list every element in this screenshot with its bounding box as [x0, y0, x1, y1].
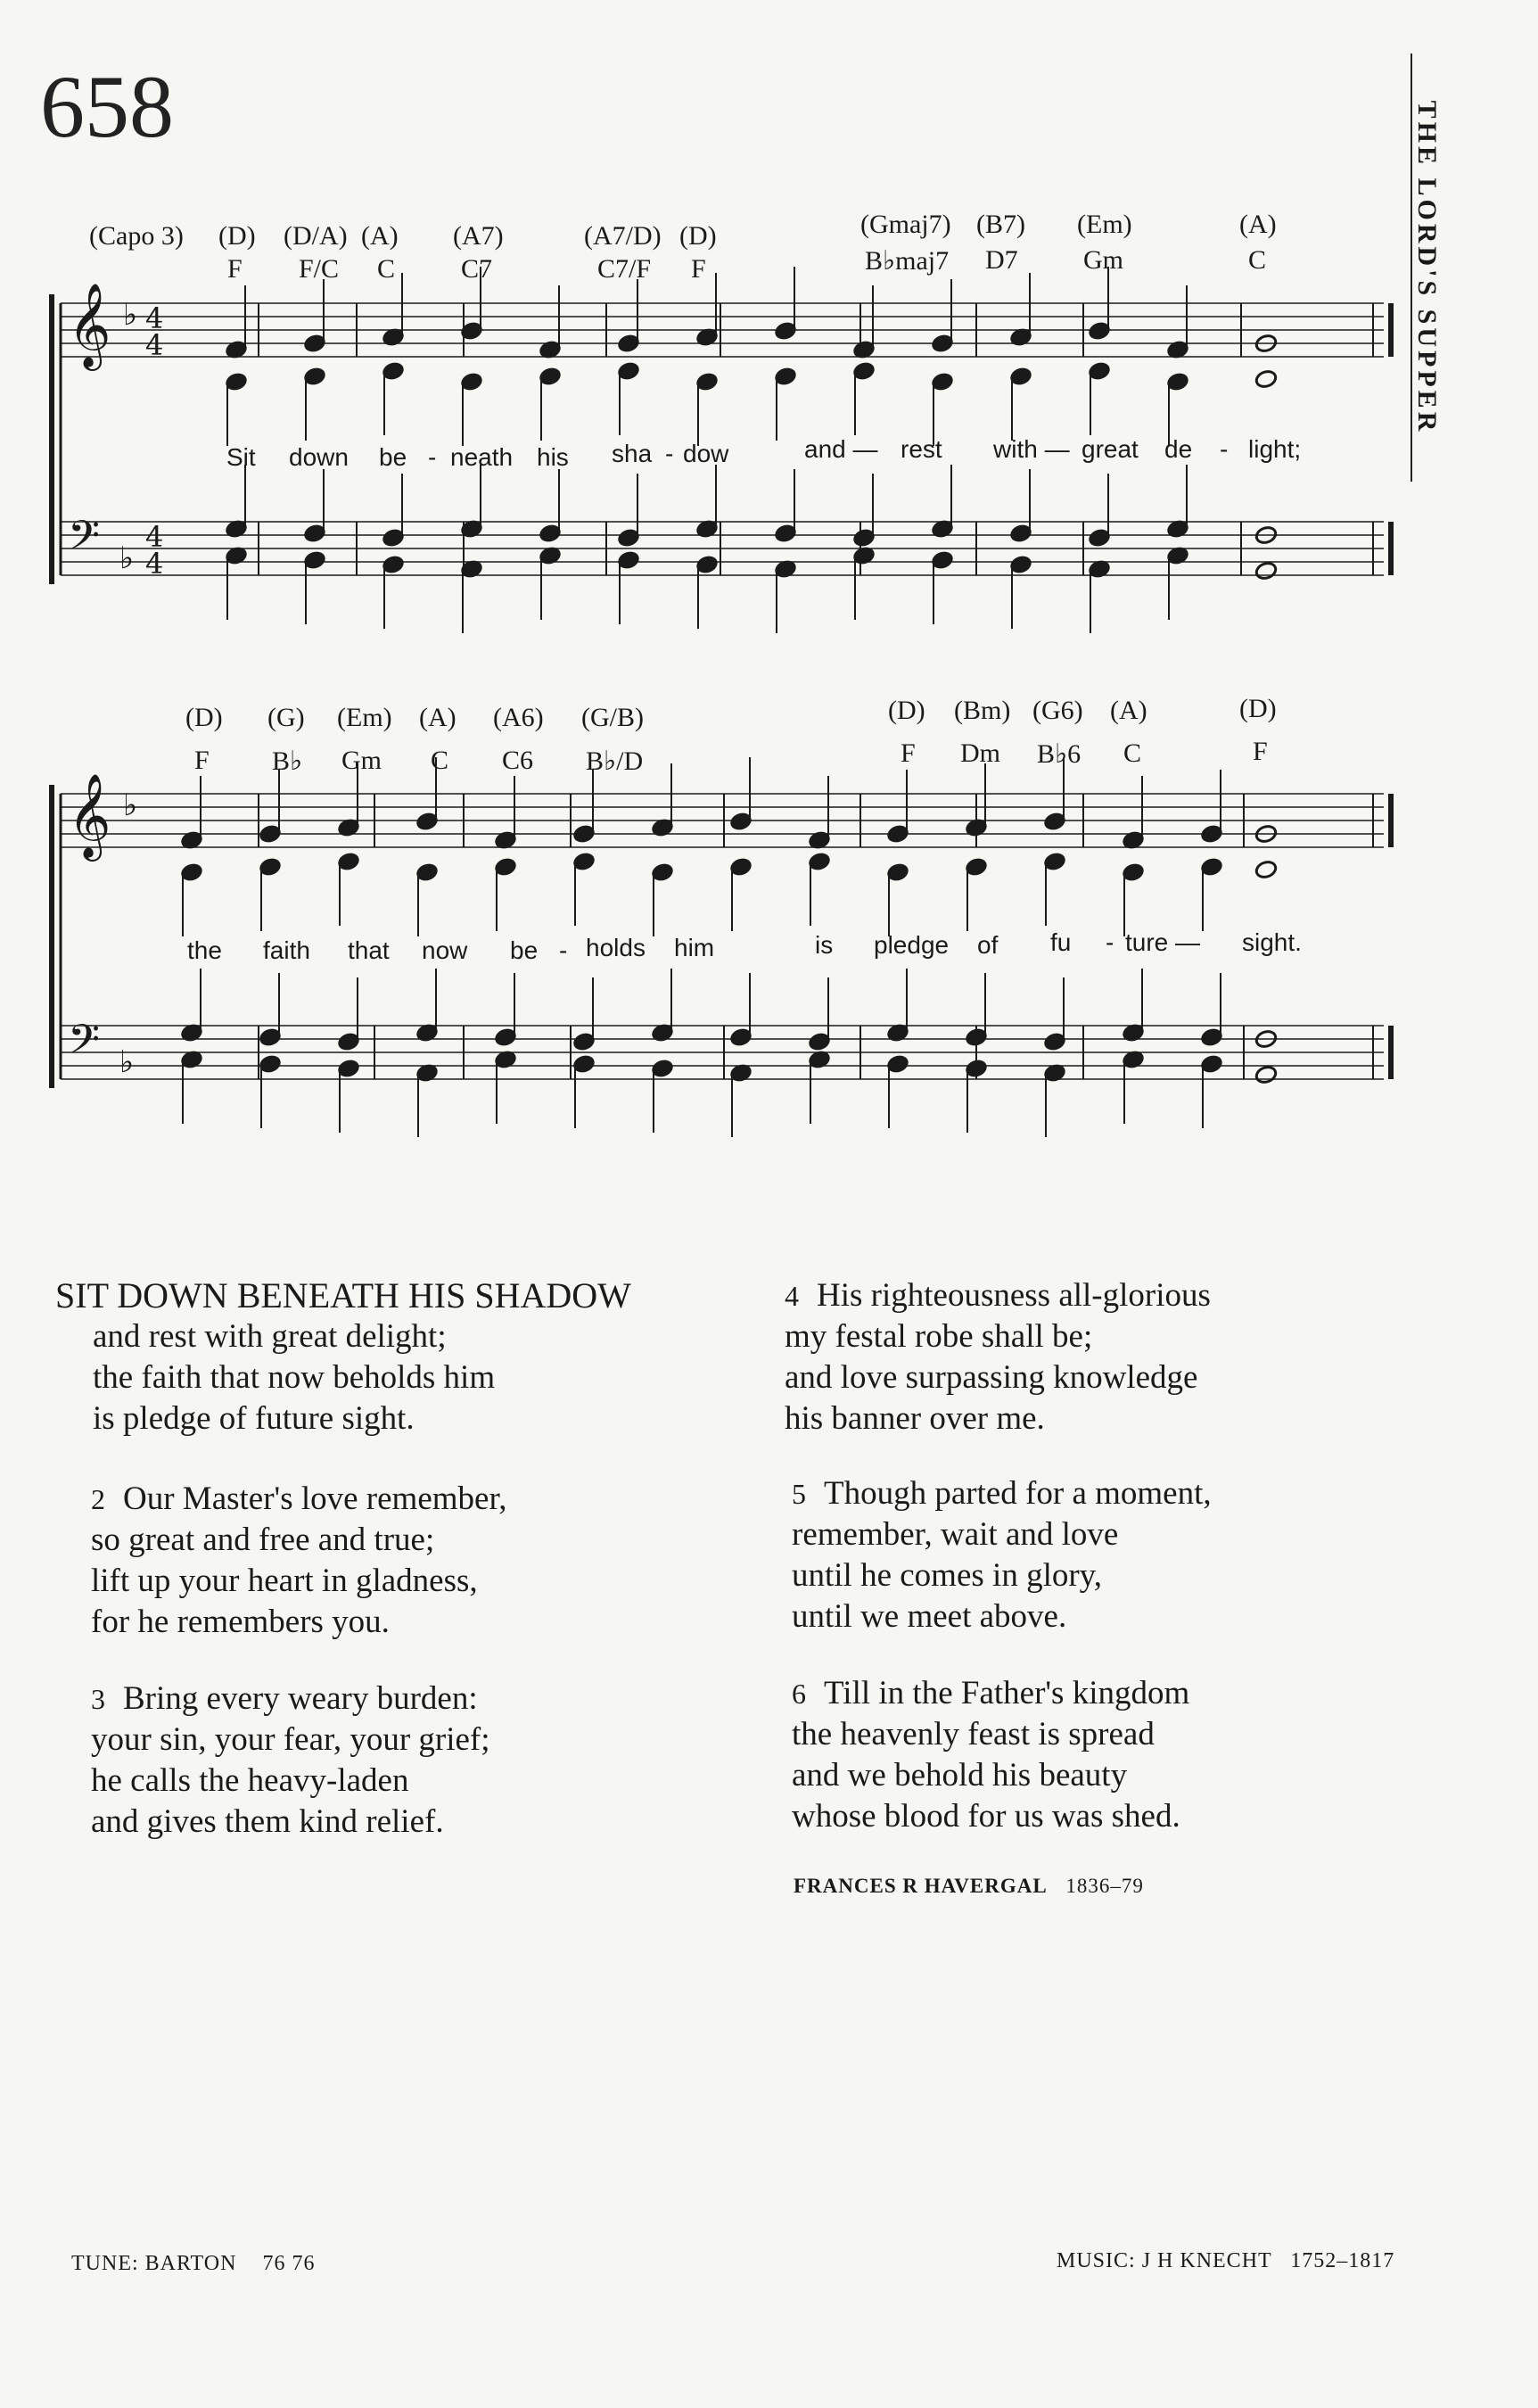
lyric-syllable: the — [187, 936, 222, 964]
half-note-head — [1254, 1065, 1278, 1085]
half-note-head — [1254, 860, 1278, 880]
author-credit — [794, 1875, 1144, 1898]
verse-line: your sin, your fear, your grief; — [91, 1721, 490, 1758]
verse-1 — [55, 1275, 631, 1439]
chord: C — [1123, 738, 1142, 768]
time-sig: 4 — [145, 328, 164, 362]
verse-line: until we meet above. — [792, 1598, 1067, 1635]
verse-2 — [91, 1479, 507, 1643]
capo-chord: (A) — [1239, 210, 1277, 239]
tune-meter: 76 76 — [262, 2252, 316, 2275]
lyric-syllable: be — [510, 936, 539, 964]
verse-5 — [792, 1473, 1212, 1637]
verse-line: Our Master's love remember, — [123, 1480, 507, 1517]
chord: C — [1248, 245, 1267, 275]
capo-chord: (Em) — [1077, 210, 1132, 239]
capo-chord: (D) — [185, 703, 223, 732]
lyric-syllable: sight. — [1242, 928, 1302, 956]
key-flat: ♭ — [119, 1044, 135, 1080]
verse-6 — [792, 1673, 1189, 1837]
treble-clef: 𝄞 — [68, 283, 111, 367]
chord: B♭ — [272, 746, 303, 776]
key-flat: ♭ — [123, 788, 138, 823]
verse-line: Till in the Father's kingdom — [824, 1675, 1190, 1711]
time-sig: 4 — [145, 520, 164, 554]
verse-line: remember, wait and love — [792, 1516, 1119, 1553]
verse-line: and gives them kind relief. — [91, 1803, 444, 1840]
lyric-syllable: dow — [683, 440, 729, 467]
lyric-syllable: Sit — [226, 443, 256, 471]
author-name: FRANCES R HAVERGAL — [794, 1875, 1048, 1897]
tune-label: TUNE: BARTON — [71, 2252, 237, 2275]
lyric-syllable: - — [559, 936, 568, 964]
lyric-syllable: is — [815, 931, 834, 959]
chord: F — [194, 746, 210, 775]
chord: C6 — [502, 746, 534, 775]
lyric-syllable: now — [422, 936, 468, 964]
verse-line: Bring every weary burden: — [123, 1680, 478, 1717]
lyric-syllable: be — [379, 443, 407, 471]
capo-label: (Capo 3) — [89, 221, 184, 251]
chord: Dm — [960, 738, 1000, 768]
chord: C7/F — [597, 254, 652, 284]
capo-chord: (D) — [1239, 694, 1277, 723]
lyric-syllable: - — [1106, 928, 1114, 956]
section-title-text: THE LORD'S SUPPER — [1412, 100, 1442, 435]
verse-number: 5 — [792, 1478, 806, 1510]
key-flat: ♭ — [123, 297, 138, 333]
verse-line: the faith that now beholds him — [93, 1359, 496, 1396]
lyric-syllable: faith — [263, 936, 310, 964]
chord: F — [227, 254, 243, 284]
verse-4 — [785, 1275, 1211, 1439]
chord: F — [901, 738, 916, 768]
half-note-head — [1254, 369, 1278, 390]
chord: B♭/D — [586, 746, 644, 776]
capo-chord: (A7/D) — [584, 221, 662, 251]
verse-number: 4 — [785, 1280, 799, 1312]
lyric-syllable: down — [289, 443, 349, 471]
lyric-syllable: neath — [450, 443, 514, 471]
chord: D7 — [985, 245, 1018, 275]
capo-chord: (D) — [679, 221, 717, 251]
verse-line: and rest with great delight; — [93, 1318, 447, 1355]
capo-chord: (A6) — [493, 703, 544, 732]
chord: F — [1253, 737, 1268, 766]
verse-line: he calls the heavy-laden — [91, 1762, 409, 1799]
verse-line: the heavenly feast is spread — [792, 1716, 1155, 1752]
verse-line: and love surpassing knowledge — [785, 1359, 1198, 1396]
bass-clef: 𝄢 — [68, 1016, 101, 1074]
chord: Gm — [1083, 245, 1123, 275]
lyric-syllable: and — — [804, 435, 878, 463]
bass-clef: 𝄢 — [68, 512, 101, 570]
chord: C — [377, 254, 396, 284]
capo-chord: (Em) — [337, 703, 392, 732]
capo-chord: (B7) — [976, 210, 1025, 239]
verse-line: and we behold his beauty — [792, 1757, 1128, 1794]
lyric-syllable: great — [1082, 435, 1139, 463]
chord: F — [691, 254, 706, 284]
verse-title: SIT DOWN BENEATH HIS SHADOW — [55, 1275, 631, 1315]
verse-line: his banner over me. — [785, 1400, 1045, 1437]
verse-line: is pledge of future sight. — [93, 1400, 415, 1437]
lyric-syllable: rest — [901, 435, 942, 463]
lyric-syllable: his — [537, 443, 569, 471]
verse-number: 6 — [792, 1678, 806, 1710]
lyric-syllable: pledge — [874, 931, 950, 959]
verse-line: Though parted for a moment, — [824, 1475, 1212, 1512]
lyric-syllable: with — — [993, 435, 1070, 463]
time-sig: 4 — [145, 547, 164, 581]
capo-chord: (A) — [1110, 696, 1147, 725]
lyric-syllable: de — [1164, 435, 1193, 463]
verse-line: until he comes in glory, — [792, 1557, 1103, 1594]
verse-3 — [91, 1678, 490, 1843]
author-dates: 1836–79 — [1065, 1875, 1144, 1897]
time-sig: 4 — [145, 301, 164, 335]
half-note-head — [1254, 561, 1278, 581]
verse-line: whose blood for us was shed. — [792, 1798, 1180, 1835]
capo-chord: (D) — [888, 696, 925, 725]
capo-chord: (G6) — [1032, 696, 1083, 725]
capo-chord: (A) — [361, 221, 399, 251]
lyric-syllable: - — [428, 443, 437, 471]
chord: B♭6 — [1037, 739, 1082, 769]
treble-clef: 𝄞 — [68, 773, 111, 858]
music-credit-label: MUSIC: J H KNECHT — [1057, 2249, 1272, 2272]
lyric-syllable: ture — — [1125, 928, 1201, 956]
verse-line: my festal robe shall be; — [785, 1318, 1093, 1355]
chord: B♭maj7 — [865, 246, 950, 276]
capo-chord: (G/B) — [581, 703, 644, 732]
tune-credit — [71, 2252, 315, 2276]
capo-chord: (A) — [419, 703, 456, 732]
verse-line: lift up your heart in gladness, — [91, 1563, 478, 1599]
verse-line: for he remembers you. — [91, 1604, 390, 1640]
hymn-number: 658 — [40, 57, 174, 156]
lyric-syllable: - — [665, 440, 674, 467]
capo-chord: (D/A) — [284, 221, 348, 251]
verse-number: 2 — [91, 1483, 105, 1515]
verse-line: so great and free and true; — [91, 1521, 435, 1558]
lyric-syllable: that — [348, 936, 390, 964]
capo-chord: (D) — [218, 221, 256, 251]
lyric-syllable: of — [977, 931, 999, 959]
lyric-syllable: sha — [612, 440, 653, 467]
lyric-syllable: fu — [1050, 928, 1072, 956]
chord: C7 — [461, 254, 493, 284]
music-credit — [1057, 2249, 1394, 2273]
chord: Gm — [341, 746, 382, 775]
verse-number: 3 — [91, 1683, 105, 1715]
key-flat: ♭ — [119, 540, 135, 576]
chord: F/C — [299, 254, 340, 284]
music-credit-dates: 1752–1817 — [1290, 2249, 1395, 2272]
chord: C — [431, 746, 449, 775]
capo-chord: (Gmaj7) — [860, 210, 951, 239]
lyric-syllable: him — [674, 934, 715, 961]
lyric-syllable: - — [1220, 435, 1229, 463]
capo-chord: (Bm) — [954, 696, 1011, 725]
lyric-syllable: holds — [586, 934, 646, 961]
verse-line: His righteousness all-glorious — [817, 1277, 1211, 1314]
capo-chord: (A7) — [453, 221, 504, 251]
capo-chord: (G) — [267, 703, 305, 732]
lyric-syllable: light; — [1248, 435, 1302, 463]
